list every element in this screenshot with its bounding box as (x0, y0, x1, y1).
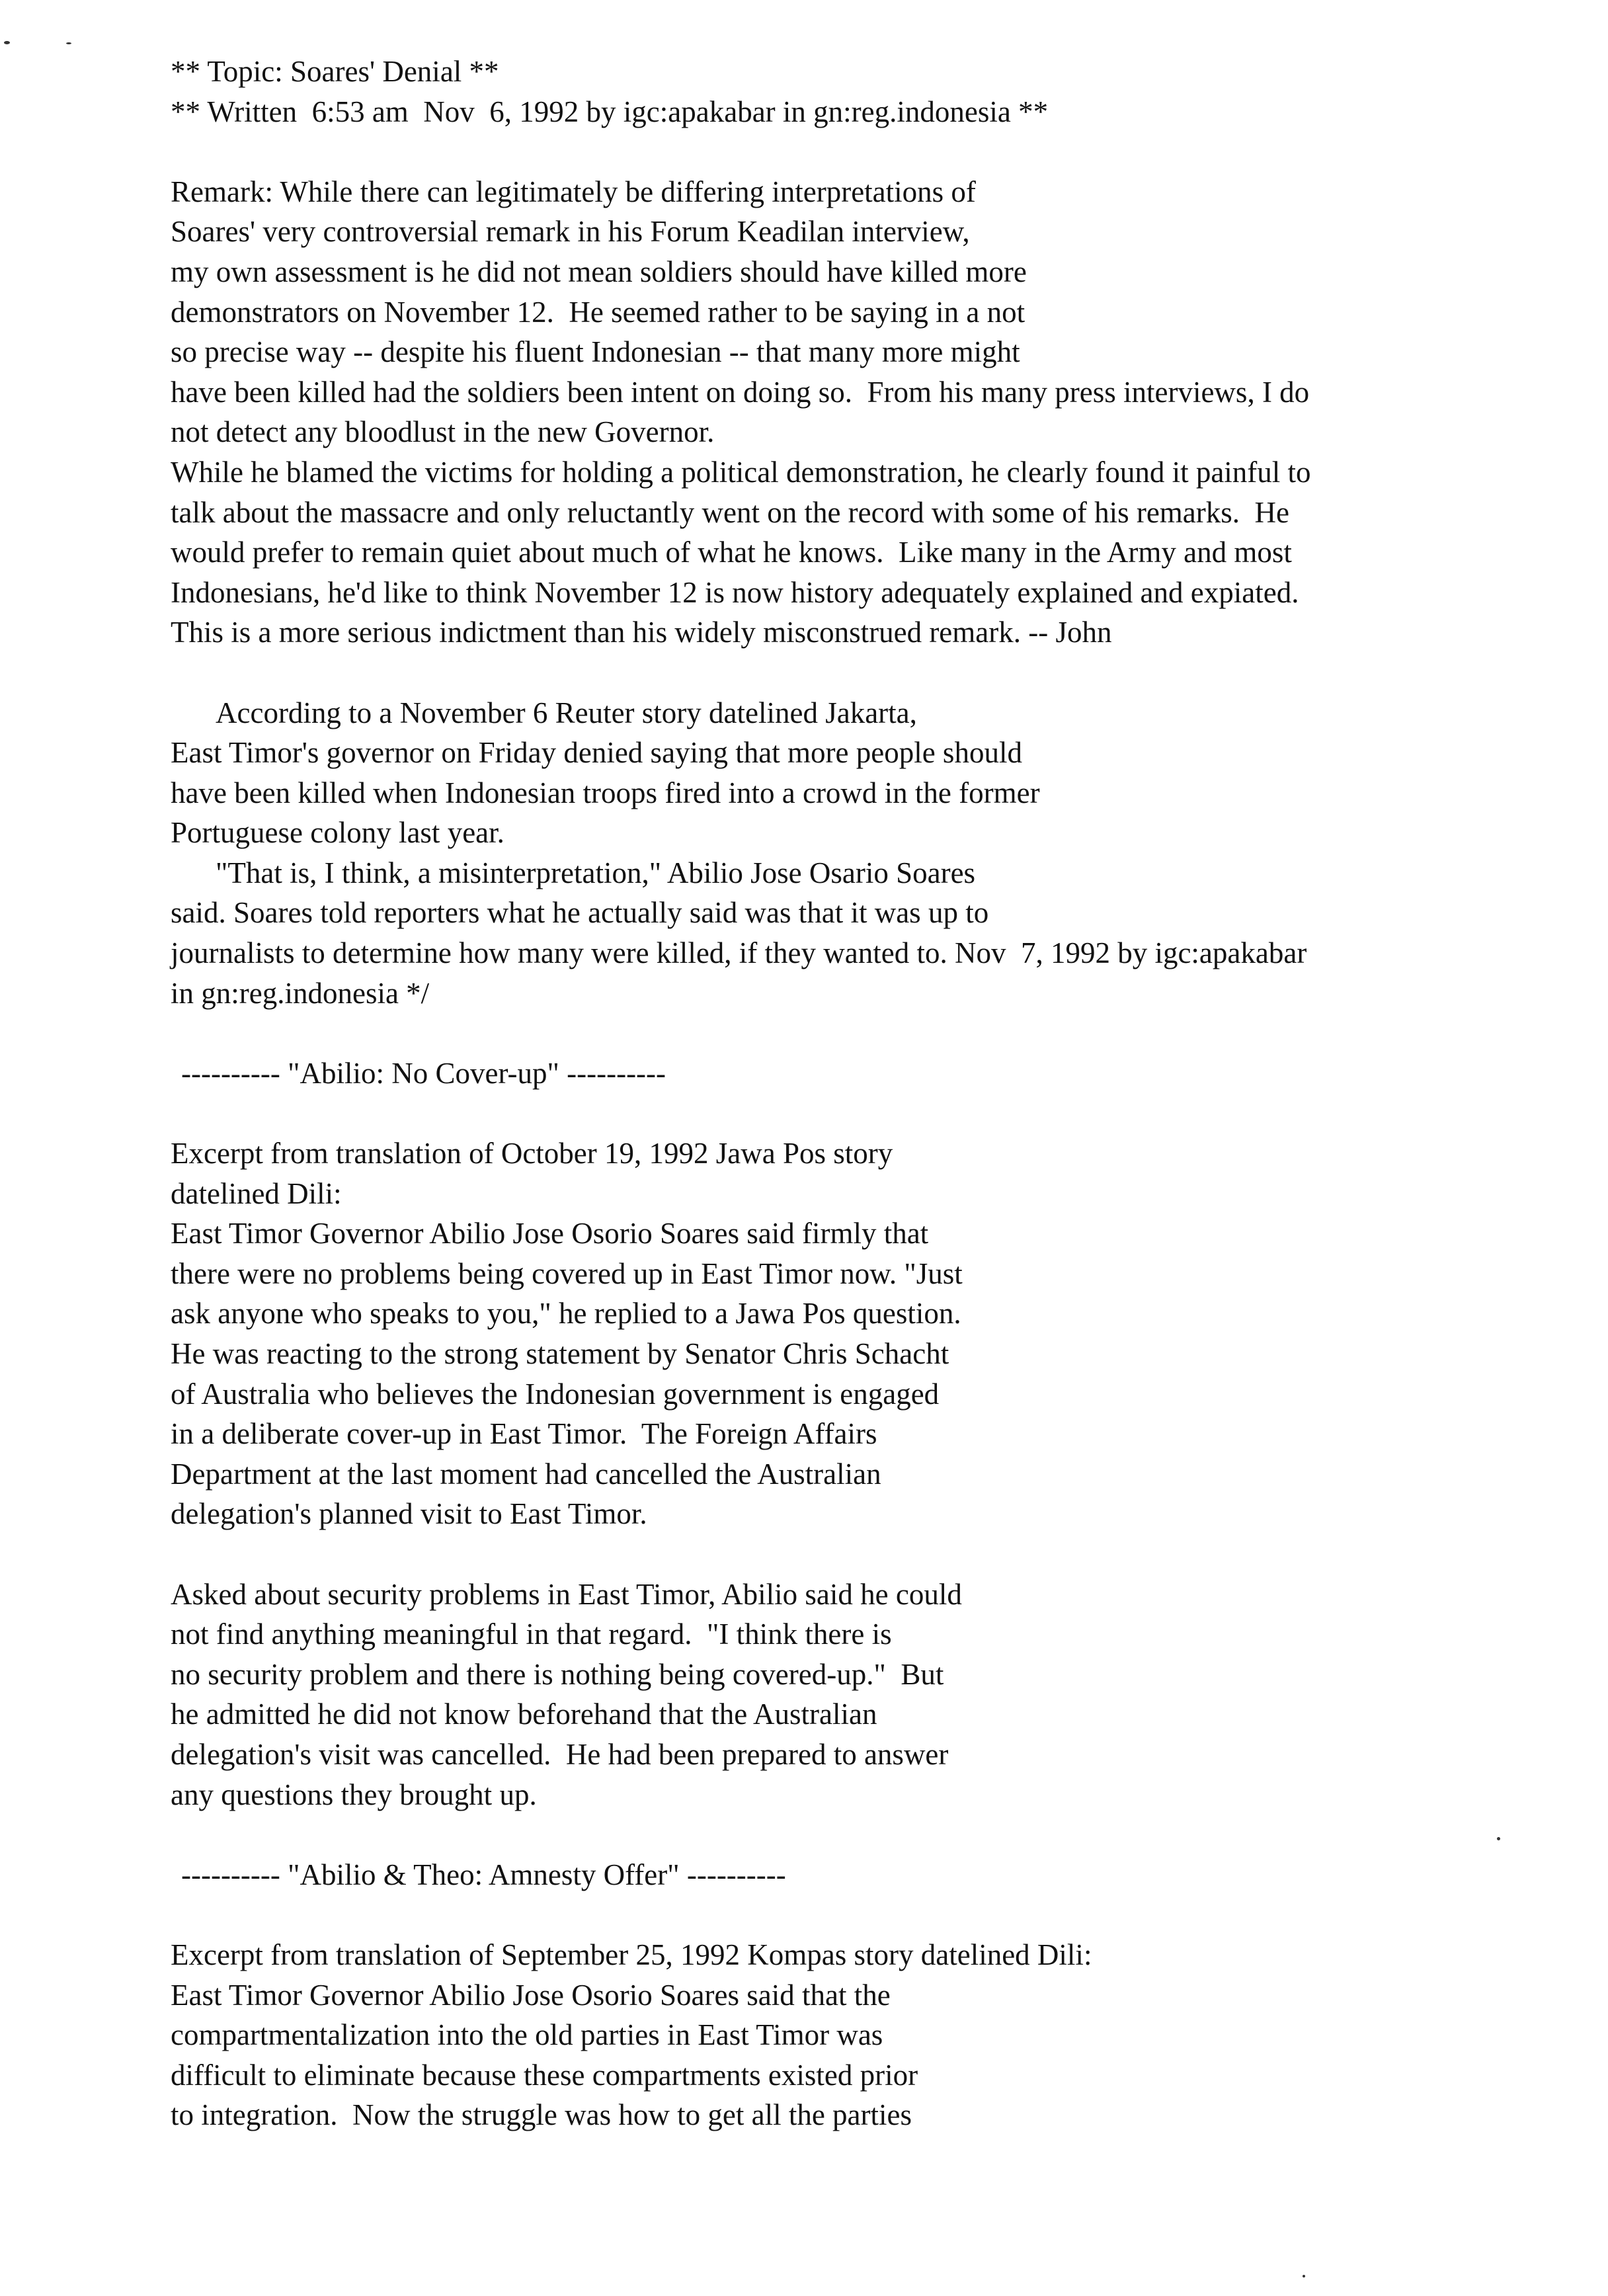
kompas-paragraph (171, 1935, 1493, 2135)
reuter-paragraph (171, 693, 1493, 1014)
jawa-pos-line: East Timor Governor Abilio Jose Osorio Soares said firmly that (171, 1217, 929, 1250)
blank-line (171, 1093, 1493, 1133)
remark-line: This is a more serious indictment than his widely misconstrued remark. -- John (171, 616, 1112, 649)
remark-line: my own assessment is he did not mean soldiers should have killed more (171, 255, 1027, 288)
document-page (171, 52, 1493, 2135)
kompas-line: Excerpt from translation of September 25, 1992 Kompas story datelined Dili: (171, 1938, 1092, 1971)
blank-line (171, 653, 1493, 693)
reuter-line: East Timor's governor on Friday denied saying that more people should (171, 736, 1022, 770)
kompas-line: difficult to eliminate because these compartments existed prior (171, 2058, 918, 2092)
reuter-line: said. Soares told reporters what he actually said was that it was up to (171, 896, 989, 930)
scan-speck (66, 42, 71, 44)
jawa-pos-line: of Australia who believes the Indonesian government is engaged (171, 1377, 940, 1411)
scan-speck (1303, 2275, 1305, 2277)
security-line: Asked about security problems in East Timor, Abilio said he could (171, 1577, 962, 1611)
jawa-pos-line: He was reacting to the strong statement by Senator Chris Schacht (171, 1337, 949, 1370)
section-heading-no-cover-up: ---------- "Abilio: No Cover-up" ---------- (181, 1056, 666, 1090)
remark-line: Remark: While there can legitimately be differing interpretations of (171, 175, 976, 208)
topic-line: ** Topic: Soares' Denial ** (171, 55, 499, 88)
remark-line: Soares' very controversial remark in his Forum Keadilan interview, (171, 215, 970, 249)
jawa-pos-paragraph (171, 1133, 1493, 1534)
reuter-line: have been killed when Indonesian troops fired into a crowd in the former (171, 776, 1040, 809)
reuter-line: journalists to determine how many were killed, if they wanted to. Nov 7, 1992 by igc:apakabar (171, 936, 1307, 970)
remark-line: have been killed had the soldiers been intent on doing so. From his many press interviews, I do (171, 375, 1310, 409)
scan-speck (4, 41, 10, 44)
jawa-pos-line: in a deliberate cover-up in East Timor. The Foreign Affairs (171, 1417, 877, 1451)
remark-paragraph (171, 172, 1493, 653)
kompas-line: compartmentalization into the old parties in East Timor was (171, 2018, 883, 2052)
jawa-pos-line: datelined Dili: (171, 1176, 342, 1210)
blank-line (171, 1534, 1493, 1575)
jawa-pos-line: ask anyone who speaks to you," he replied to a Jawa Pos question. (171, 1297, 961, 1331)
security-line: any questions they brought up. (171, 1778, 537, 1811)
blank-line (171, 1895, 1493, 1935)
blank-line (171, 1013, 1493, 1053)
scan-speck (1497, 1837, 1500, 1840)
blank-line (171, 1815, 1493, 1855)
security-line: no security problem and there is nothing being covered-up." But (171, 1657, 944, 1691)
security-line: delegation's visit was cancelled. He had been prepared to answer (171, 1737, 949, 1771)
remark-line: talk about the massacre and only reluctantly went on the record with some of his remarks. He (171, 495, 1289, 529)
jawa-pos-line: Excerpt from translation of October 19, 1992 Jawa Pos story (171, 1137, 893, 1170)
security-paragraph (171, 1575, 1493, 1815)
remark-line: would prefer to remain quiet about much of what he knows. Like many in the Army and most (171, 536, 1292, 569)
remark-line: not detect any bloodlust in the new Governor. (171, 415, 715, 449)
kompas-line: East Timor Governor Abilio Jose Osorio Soares said that the (171, 1978, 891, 2012)
reuter-line: According to a November 6 Reuter story datelined Jakarta, (216, 696, 917, 729)
remark-line: Indonesians, he'd like to think November 12 is now history adequately explained and expiated. (171, 575, 1299, 609)
blank-line (171, 132, 1493, 172)
remark-line: so precise way -- despite his fluent Indonesian -- that many more might (171, 335, 1020, 369)
reuter-line: "That is, I think, a misinterpretation," Abilio Jose Osario Soares (216, 856, 976, 889)
remark-line: While he blamed the victims for holding a political demonstration, he clearly found it painful to (171, 455, 1311, 489)
section-heading-amnesty-offer: ---------- "Abilio & Theo: Amnesty Offer" ---------- (181, 1858, 786, 1891)
reuter-line: Portuguese colony last year. (171, 816, 504, 850)
written-line: ** Written 6:53 am Nov 6, 1992 by igc:apakabar in gn:reg.indonesia ** (171, 95, 1049, 128)
remark-line: demonstrators on November 12. He seemed rather to be saying in a not (171, 295, 1025, 329)
reuter-line: in gn:reg.indonesia */ (171, 976, 430, 1010)
jawa-pos-line: delegation's planned visit to East Timor. (171, 1497, 647, 1531)
jawa-pos-line: there were no problems being covered up in East Timor now. "Just (171, 1256, 963, 1290)
security-line: he admitted he did not know beforehand that the Australian (171, 1698, 877, 1731)
kompas-line: to integration. Now the struggle was how to get all the parties (171, 2098, 912, 2132)
jawa-pos-line: Department at the last moment had cancelled the Australian (171, 1457, 881, 1491)
security-line: not find anything meaningful in that regard. "I think there is (171, 1618, 892, 1651)
